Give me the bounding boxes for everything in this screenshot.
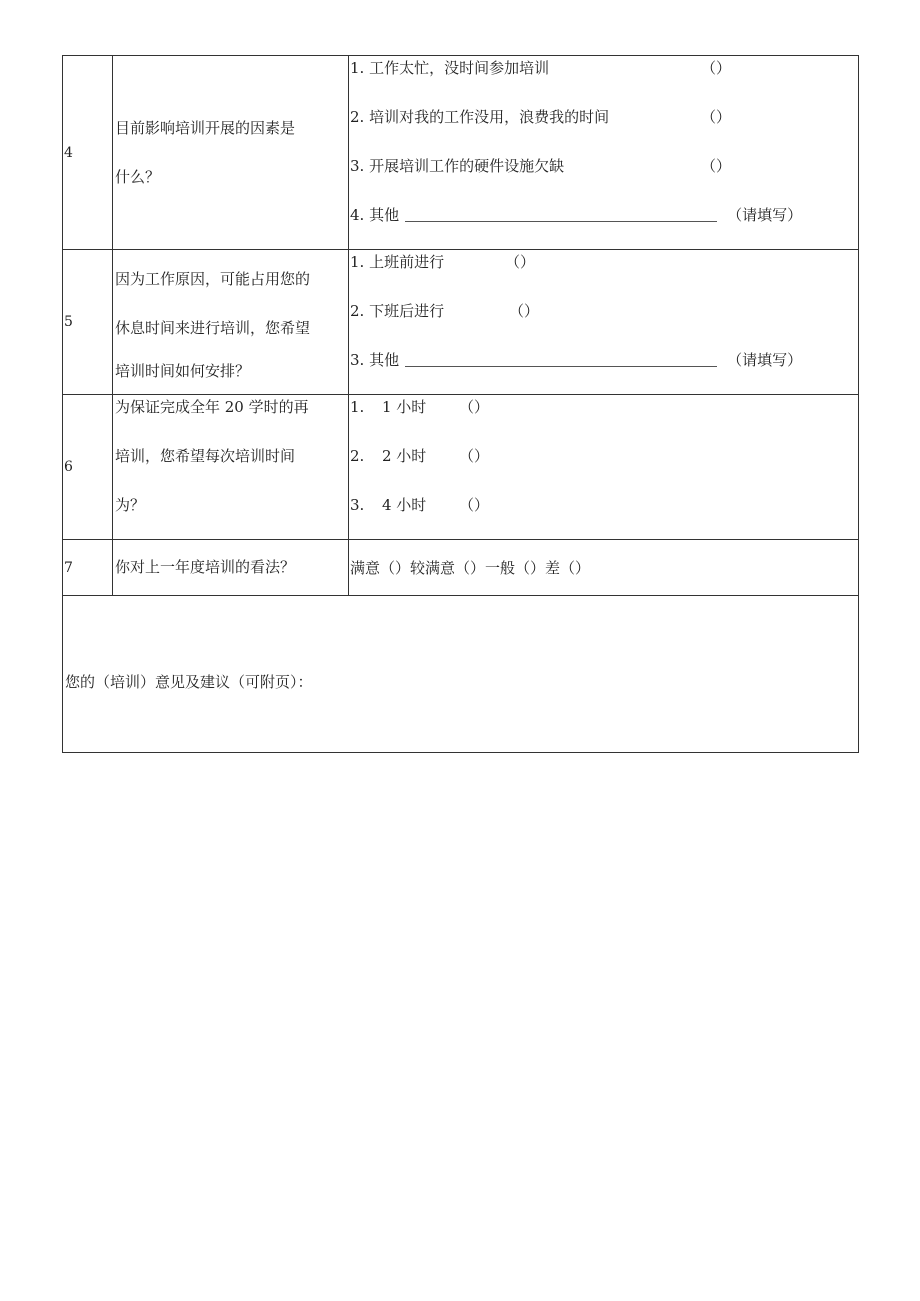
row-number: 4 (63, 56, 113, 250)
row-number: 7 (63, 540, 113, 596)
options-cell (349, 395, 859, 540)
question-cell (113, 540, 349, 596)
comment-cell[interactable] (63, 596, 859, 753)
question-cell (113, 250, 349, 395)
option-index: 2. (350, 447, 365, 465)
option-label: 3. 其他 (350, 351, 400, 369)
option-label: 1 小时 (382, 398, 427, 416)
fill-hint: （请填写） (727, 351, 803, 369)
table-row (63, 250, 859, 395)
answer-paren[interactable]: （） (701, 157, 732, 175)
comment-label: 您的（培训）意见及建议（可附页）： (65, 672, 313, 691)
training-survey-table (62, 55, 859, 753)
answer-paren[interactable]: （） (459, 496, 490, 514)
option-index: 3. (350, 496, 365, 514)
option-item[interactable] (349, 348, 858, 382)
fill-hint: （请填写） (727, 206, 803, 224)
table-row (63, 395, 859, 540)
answer-paren[interactable]: （） (701, 108, 732, 126)
option-item[interactable] (349, 203, 858, 237)
table-row (63, 56, 859, 250)
option-label: 4 小时 (382, 496, 427, 514)
options-cell (349, 56, 859, 250)
option-label: 1. 工作太忙，没时间参加培训 (350, 59, 550, 77)
options-cell (349, 250, 859, 395)
question-line: 培训，您希望每次培训时间 (115, 447, 296, 465)
answer-paren[interactable]: （） (459, 398, 490, 416)
options-cell (349, 540, 859, 596)
answer-paren[interactable]: （） (505, 253, 536, 271)
option-item[interactable] (349, 250, 858, 299)
option-item[interactable] (349, 154, 858, 203)
question-line: 因为工作原因，可能占用您的 (115, 270, 311, 288)
fill-in-blank[interactable] (405, 205, 717, 222)
row-number: 5 (63, 250, 113, 395)
option-item[interactable] (349, 395, 858, 444)
question-line: 什么？ (115, 167, 161, 186)
answer-paren[interactable]: （） (459, 447, 490, 465)
option-item[interactable] (349, 444, 858, 493)
answer-paren[interactable]: （） (509, 302, 540, 320)
question-line: 目前影响培训开展的因素是 (115, 118, 296, 137)
question-line: 为？ (115, 496, 146, 514)
row-number: 6 (63, 395, 113, 540)
table-row (63, 596, 859, 753)
option-label: 2. 下班后进行 (350, 302, 445, 320)
option-item[interactable] (349, 299, 858, 348)
option-label: 4. 其他 (350, 206, 400, 224)
option-label: 2. 培训对我的工作没用，浪费我的时间 (350, 108, 610, 126)
question-line: 休息时间来进行培训，您希望 (115, 319, 311, 337)
question-line: 为保证完成全年 20 学时的再 (115, 398, 309, 416)
rating-options[interactable]: 满意（）较满意（）一般（）差（） (350, 559, 591, 577)
option-item[interactable] (349, 493, 858, 527)
option-item[interactable] (349, 105, 858, 154)
question-cell (113, 395, 349, 540)
answer-paren[interactable]: （） (701, 59, 732, 77)
question-line: 你对上一年度培训的看法？ (115, 558, 296, 576)
table-row (63, 540, 859, 596)
option-index: 1. (350, 398, 365, 416)
option-label: 1. 上班前进行 (350, 253, 445, 271)
question-cell (113, 56, 349, 250)
option-item[interactable] (349, 56, 858, 105)
option-label: 2 小时 (382, 447, 427, 465)
question-line: 培训时间如何安排？ (115, 362, 251, 380)
option-label: 3. 开展培训工作的硬件设施欠缺 (350, 157, 565, 175)
fill-in-blank[interactable] (405, 350, 717, 367)
